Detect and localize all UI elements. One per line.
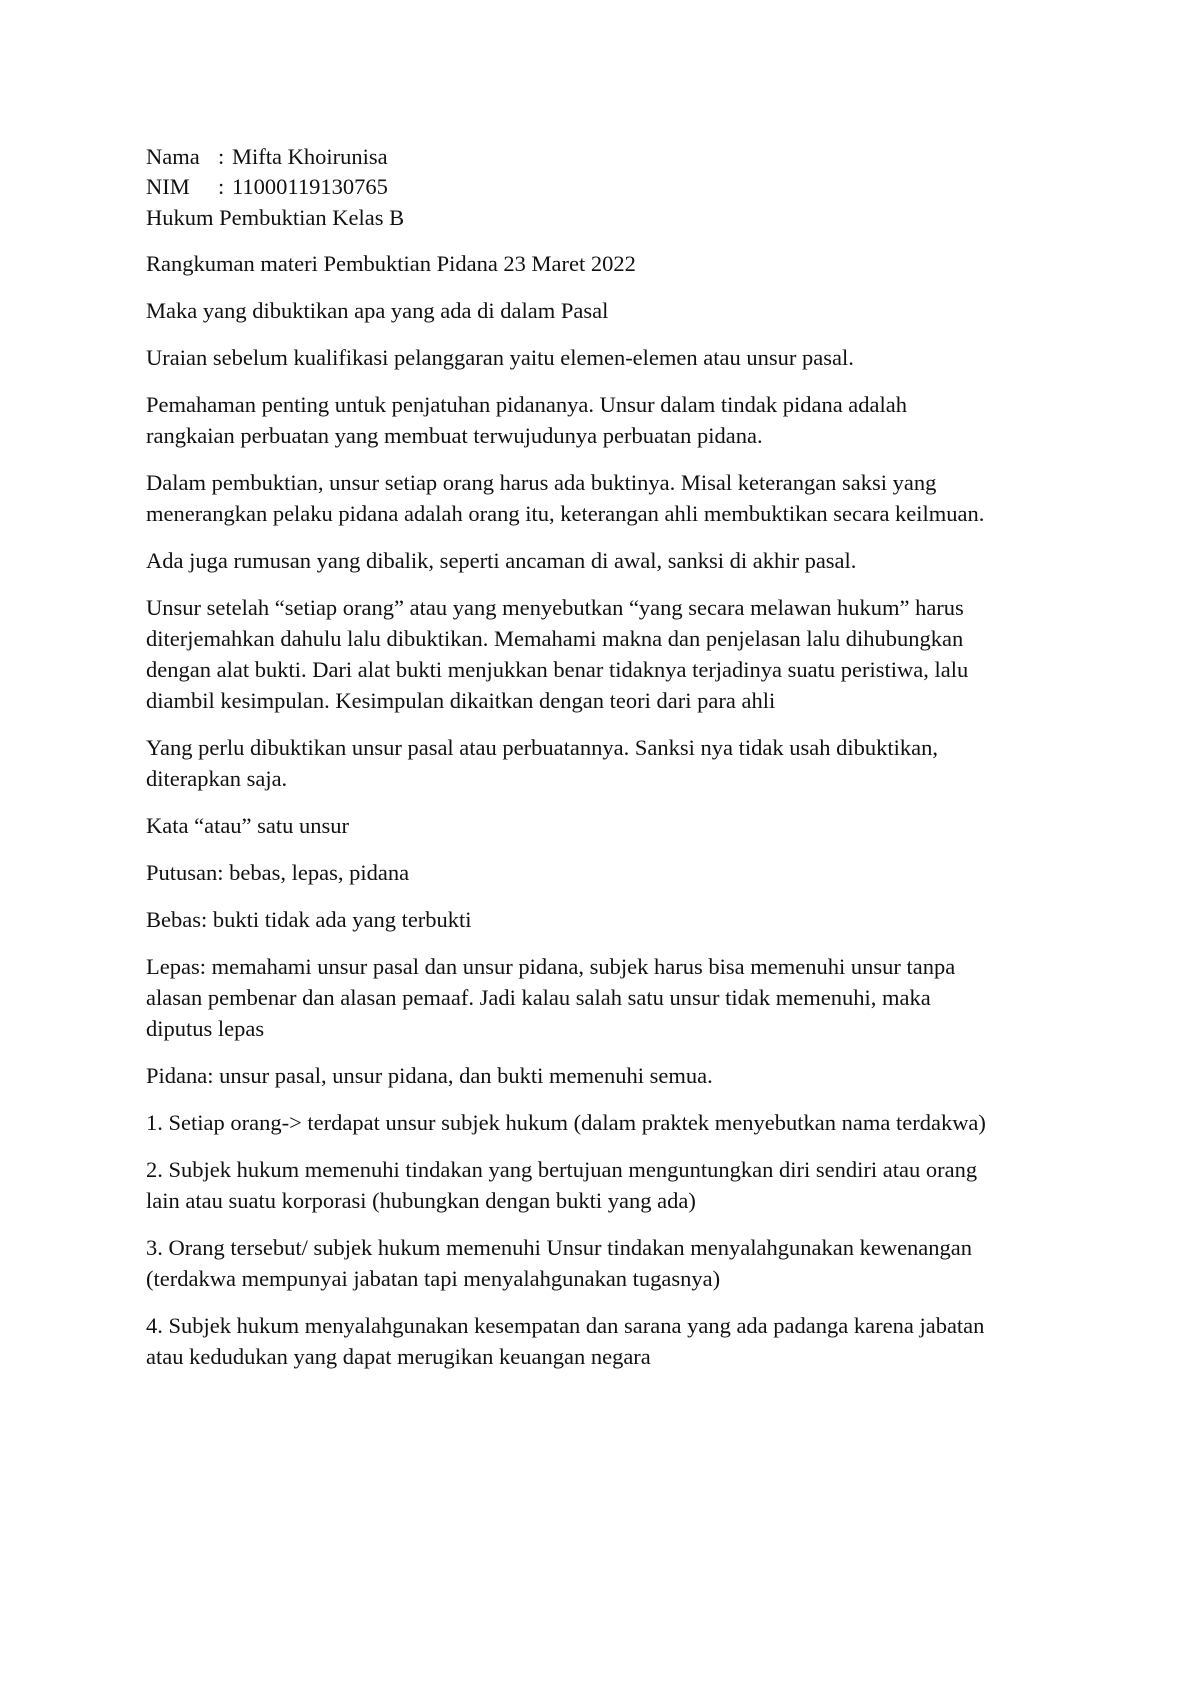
paragraph-line: dengan alat bukti. Dari alat bukti menjukkan benar tidaknya terjadinya suatu peristiwa, lalu bbox=[146, 657, 969, 682]
paragraph-line: Uraian sebelum kualifikasi pelanggaran yaitu elemen-elemen atau unsur pasal. bbox=[146, 345, 854, 370]
document-page bbox=[146, 142, 1066, 1388]
paragraph-line: 3. Orang tersebut/ subjek hukum memenuhi Unsur tindakan menyalahgunakan kewenangan bbox=[146, 1235, 973, 1260]
name-separator: : bbox=[218, 144, 225, 169]
paragraph bbox=[146, 951, 1066, 1044]
paragraph-line: Ada juga rumusan yang dibalik, seperti ancaman di awal, sanksi di akhir pasal. bbox=[146, 548, 857, 573]
paragraph-line: menerangkan pelaku pidana adalah orang itu, keterangan ahli membuktikan secara keilmuan. bbox=[146, 501, 985, 526]
paragraph-line: Unsur setelah “setiap orang” atau yang menyebutkan “yang secara melawan hukum” harus bbox=[146, 595, 964, 620]
name-label: Nama bbox=[146, 144, 200, 169]
paragraph bbox=[146, 732, 1066, 794]
paragraph-line: Pidana: unsur pasal, unsur pidana, dan bukti memenuhi semua. bbox=[146, 1063, 713, 1088]
paragraph-line: Yang perlu dibuktikan unsur pasal atau perbuatannya. Sanksi nya tidak usah dibuktikan, bbox=[146, 735, 938, 760]
paragraph bbox=[146, 1107, 1066, 1138]
paragraph-line: Dalam pembuktian, unsur setiap orang harus ada buktinya. Misal keterangan saksi yang bbox=[146, 470, 937, 495]
paragraph bbox=[146, 1154, 1066, 1216]
paragraph-line: Putusan: bebas, lepas, pidana bbox=[146, 860, 410, 885]
paragraph bbox=[146, 1232, 1066, 1294]
paragraph-line: alasan pembenar dan alasan pemaaf. Jadi kalau salah satu unsur tidak memenuhi, maka bbox=[146, 985, 931, 1010]
paragraph bbox=[146, 248, 1066, 279]
paragraph bbox=[146, 342, 1066, 373]
nim-value: 11000119130765 bbox=[232, 174, 388, 199]
name-row bbox=[146, 142, 1066, 172]
paragraph bbox=[146, 810, 1066, 841]
paragraph bbox=[146, 467, 1066, 529]
course-subject: Hukum Pembuktian Kelas B bbox=[146, 205, 405, 230]
paragraph bbox=[146, 592, 1066, 716]
paragraph bbox=[146, 295, 1066, 326]
paragraph-line: diterapkan saja. bbox=[146, 766, 288, 791]
paragraph-line: Kata “atau” satu unsur bbox=[146, 813, 350, 838]
paragraph-line: rangkaian perbuatan yang membuat terwujudunya perbuatan pidana. bbox=[146, 423, 763, 448]
document-body bbox=[146, 248, 1066, 1372]
paragraph-line: (terdakwa mempunyai jabatan tapi menyalahgunakan tugasnya) bbox=[146, 1266, 721, 1291]
paragraph-line: Pemahaman penting untuk penjatuhan pidananya. Unsur dalam tindak pidana adalah bbox=[146, 392, 908, 417]
paragraph bbox=[146, 857, 1066, 888]
paragraph bbox=[146, 545, 1066, 576]
paragraph-line: atau kedudukan yang dapat merugikan keuangan negara bbox=[146, 1344, 651, 1369]
nim-row bbox=[146, 172, 1066, 202]
nim-separator: : bbox=[218, 174, 225, 199]
paragraph bbox=[146, 904, 1066, 935]
paragraph-line: diterjemahkan dahulu lalu dibuktikan. Memahami makna dan penjelasan lalu dihubungkan bbox=[146, 626, 964, 651]
paragraph bbox=[146, 389, 1066, 451]
name-value: Mifta Khoirunisa bbox=[232, 144, 388, 169]
paragraph-line: Maka yang dibuktikan apa yang ada di dalam Pasal bbox=[146, 298, 609, 323]
paragraph-line: Rangkuman materi Pembuktian Pidana 23 Maret 2022 bbox=[146, 251, 636, 276]
nim-label: NIM bbox=[146, 174, 190, 199]
paragraph-line: 4. Subjek hukum menyalahgunakan kesempatan dan sarana yang ada padanga karena jabatan bbox=[146, 1313, 985, 1338]
paragraph bbox=[146, 1060, 1066, 1091]
paragraph-line: lain atau suatu korporasi (hubungkan dengan bukti yang ada) bbox=[146, 1188, 696, 1213]
paragraph bbox=[146, 1310, 1066, 1372]
paragraph-line: Lepas: memahami unsur pasal dan unsur pidana, subjek harus bisa memenuhi unsur tanpa bbox=[146, 954, 956, 979]
paragraph-line: diputus lepas bbox=[146, 1016, 265, 1041]
paragraph-line: Bebas: bukti tidak ada yang terbukti bbox=[146, 907, 472, 932]
paragraph-line: 1. Setiap orang-> terdapat unsur subjek hukum (dalam praktek menyebutkan nama terdakwa) bbox=[146, 1110, 986, 1135]
paragraph-line: 2. Subjek hukum memenuhi tindakan yang bertujuan menguntungkan diri sendiri atau orang bbox=[146, 1157, 978, 1182]
paragraph-line: diambil kesimpulan. Kesimpulan dikaitkan dengan teori dari para ahli bbox=[146, 688, 776, 713]
